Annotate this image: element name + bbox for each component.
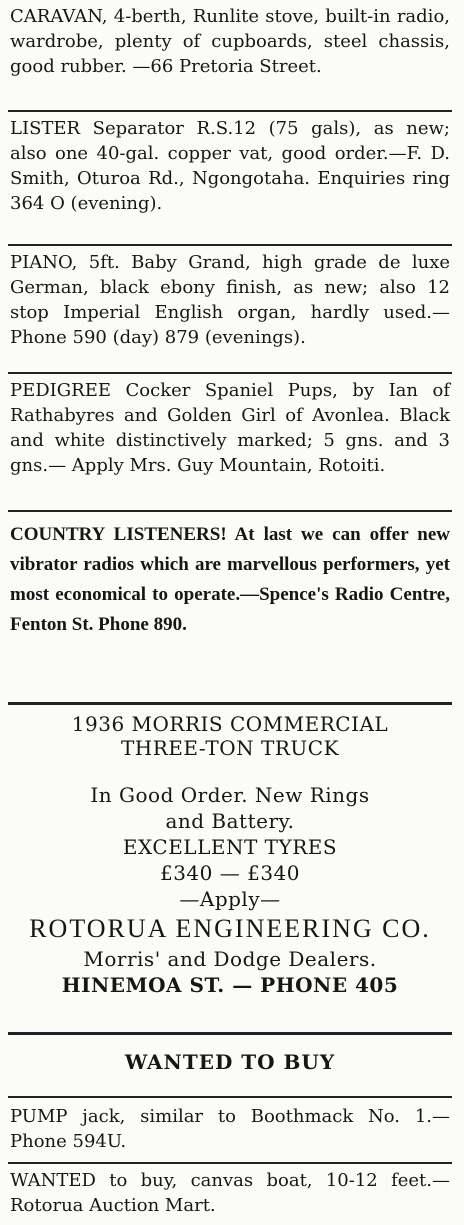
- truck-line-2: and Battery.: [165, 809, 295, 833]
- truck-company: ROTORUA ENGINEERING CO.: [29, 914, 431, 943]
- ad-canvas-boat: WANTED to buy, canvas boat, 10-12 feet.—Rotorua Auction Mart.: [10, 1170, 450, 1216]
- truck-line-5: —Apply—: [179, 887, 281, 911]
- divider: [8, 1096, 452, 1098]
- divider: [8, 110, 452, 112]
- truck-headline-2: THREE-TON TRUCK: [120, 736, 340, 760]
- ad-pedigree: PEDIGREE Cocker Spaniel Pups, by Ian of Rathabyres and Golden Girl of Avonlea. Black and white distinctively marked; 5 gns. and 3 gns.— Apply Mrs. Guy Mountain, Rotoiti.: [10, 380, 450, 476]
- divider: [8, 244, 452, 246]
- divider: [8, 702, 452, 705]
- truck-headline-1: 1936 MORRIS COMMERCIAL: [71, 712, 389, 736]
- truck-dealers: Morris' and Dodge Dealers.: [83, 947, 377, 971]
- ad-morris-truck: [10, 712, 450, 998]
- truck-address: HINEMOA ST. — PHONE 405: [61, 973, 399, 997]
- ad-piano: PIANO, 5ft. Baby Grand, high grade de luxe German, black ebony finish, as new; also 12 stop Imperial English organ, hardly used.—Phone 590 (day) 879 (evenings).: [10, 252, 450, 348]
- truck-line-3: EXCELLENT TYRES: [122, 835, 338, 859]
- divider: [8, 510, 452, 512]
- ad-pump-jack: PUMP jack, similar to Boothmack No. 1.—Phone 594U.: [10, 1106, 450, 1152]
- ad-lister: LISTER Separator R.S.12 (75 gals), as new; also one 40-gal. copper vat, good order.—F. D. Smith, Oturoa Rd., Ngongotaha. Enquiries ring 364 O (evening).: [10, 118, 450, 214]
- divider: [8, 1032, 452, 1035]
- divider: [8, 372, 452, 374]
- ad-caravan: CARAVAN, 4-berth, Runlite stove, built-in radio, wardrobe, plenty of cupboards, steel chassis, good rubber. —66 Pretoria Street.: [10, 6, 450, 77]
- divider: [8, 1162, 452, 1164]
- truck-line-4: £340 — £340: [159, 861, 300, 885]
- section-heading-wanted: WANTED TO BUY: [124, 1050, 336, 1074]
- ad-country-listeners: COUNTRY LISTENERS! At last we can offer new vibrator radios which are marvellous performers, yet most economical to operate.—Spence's Radio Centre, Fenton St. Phone 890.: [10, 524, 450, 635]
- truck-line-1: In Good Order. New Rings: [90, 783, 370, 807]
